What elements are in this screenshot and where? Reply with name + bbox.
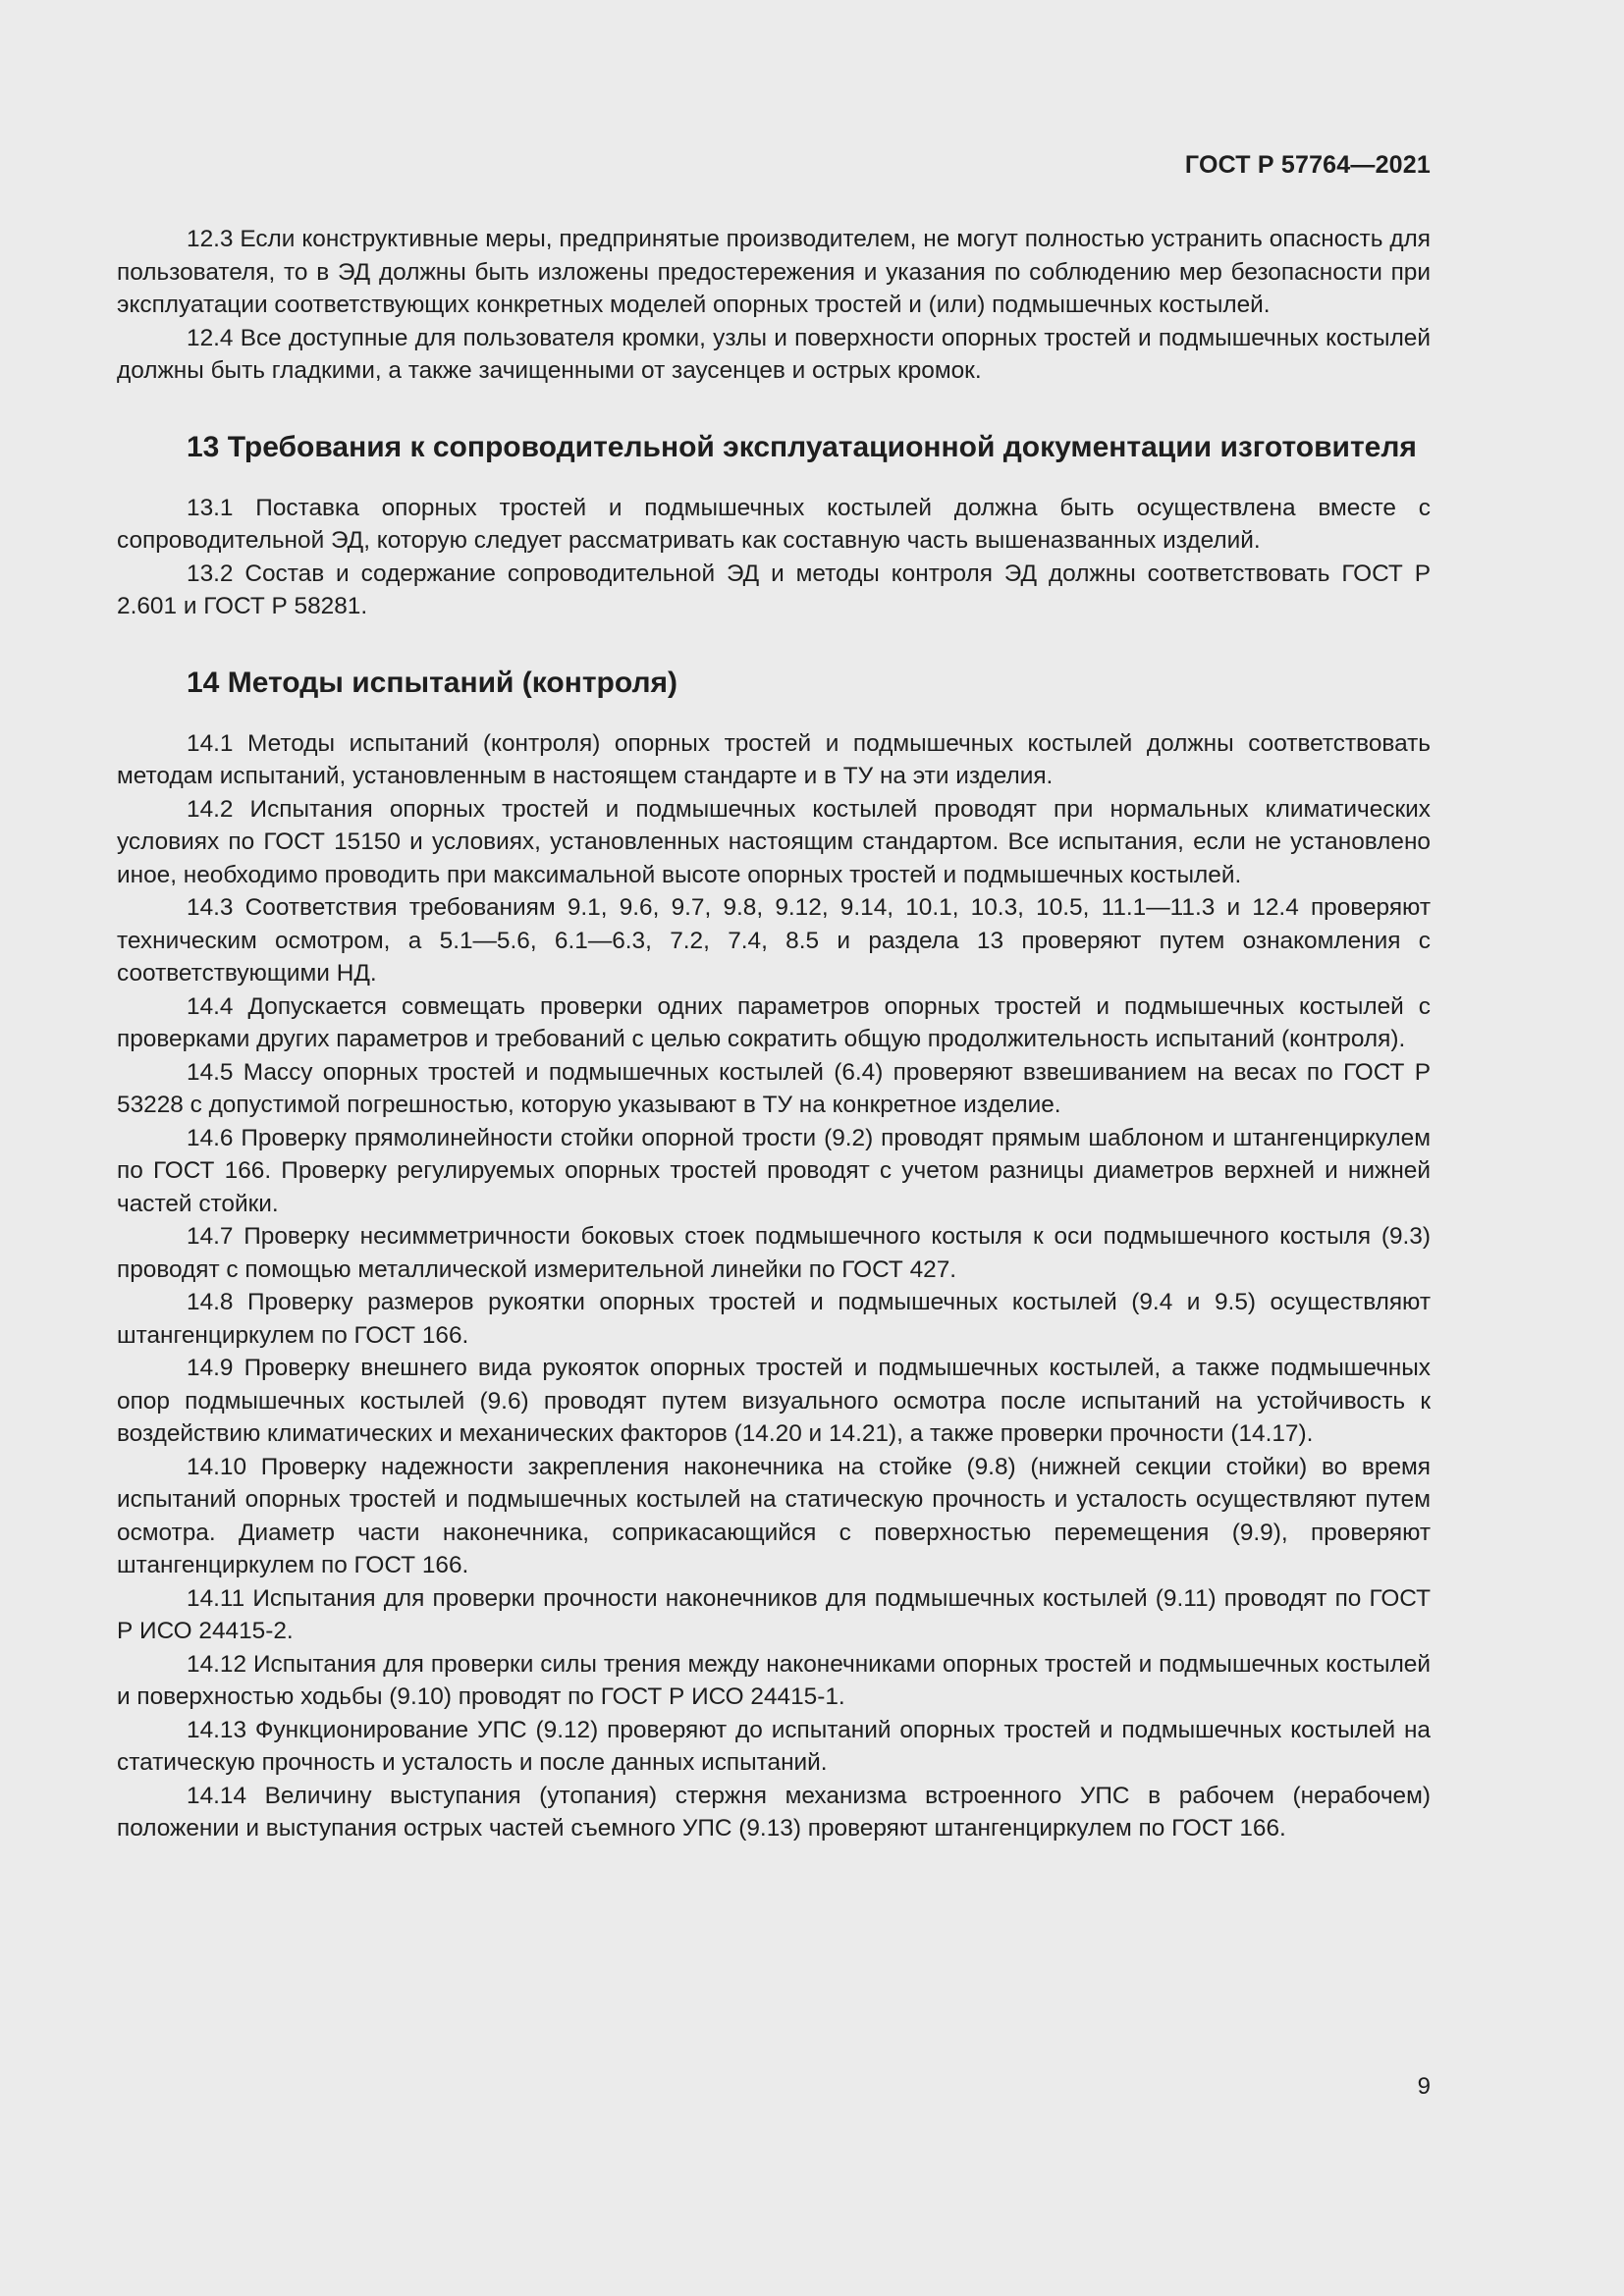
- paragraph-14-4: 14.4 Допускается совмещать проверки одних параметров опорных тростей и подмышечных костылей с проверками других параметров и требований с целью сократить общую продолжительность испытаний (контроля).: [117, 992, 1431, 1052]
- section-14-heading: 14 Методы испытаний (контроля): [187, 666, 677, 699]
- paragraph-14-5: 14.5 Массу опорных тростей и подмышечных костылей (6.4) проверяют взвешиванием на весах по ГОСТ Р 53228 с допустимой погрешностью, которую указывают в ТУ на конкретное изделие.: [117, 1058, 1431, 1118]
- paragraph-14-7: 14.7 Проверку несимметричности боковых стоек подмышечного костыля к оси подмышечного костыля (9.3) проводят с помощью металлической измерительной линейки по ГОСТ 427.: [117, 1223, 1431, 1283]
- spacer: [117, 388, 1431, 429]
- document-code-header: ГОСТ Р 57764—2021: [1184, 151, 1431, 179]
- paragraph-14-12: 14.12 Испытания для проверки силы трения между наконечниками опорных тростей и подмышечных костылей и поверхностью ходьбы (9.10) проводят по ГОСТ Р ИСО 24415-1.: [117, 1650, 1431, 1710]
- paragraph-14-1: 14.1 Методы испытаний (контроля) опорных тростей и подмышечных костылей должны соответствовать методам испытаний, установленным в настоящем стандарте и в ТУ на эти изделия.: [117, 729, 1431, 789]
- paragraph-12-3: 12.3 Если конструктивные меры, предпринятые производителем, не могут полностью устранить опасность для пользователя, то в ЭД должны быть изложены предостережения и указания по соблюдению мер безопасности при эксплуатации соответствующих конкретных моделей опорных тростей и (или) подмышечных костылей.: [117, 226, 1431, 318]
- paragraph-14-13: 14.13 Функционирование УПС (9.12) проверяют до испытаний опорных тростей и подмышечных костылей на статическую прочность и усталость и после данных испытаний.: [117, 1716, 1431, 1776]
- paragraph-14-10: 14.10 Проверку надежности закрепления наконечника на стойке (9.8) (нижней секции стойки) во время испытаний опорных тростей и подмышечных костылей на статическую прочность и усталость осуществляют путем осмотра. Диаметр части наконечника, соприкасающийся с поверхностью перемещения (9.9), проверяют штангенциркулем по ГОСТ 166.: [117, 1453, 1431, 1578]
- section-13-heading: 13 Требования к сопроводительной эксплуатационной документации изготовителя: [187, 430, 1417, 463]
- paragraph-14-6: 14.6 Проверку прямолинейности стойки опорной трости (9.2) проводят прямым шаблоном и штангенциркулем по ГОСТ 166. Проверку регулируемых опорных тростей проводят с учетом разницы диаметров верхней и нижней частей стойки.: [117, 1124, 1431, 1217]
- paragraph-14-3: 14.3 Соответствия требованиям 9.1, 9.6, 9.7, 9.8, 9.12, 9.14, 10.1, 10.3, 10.5, 11.1—11.3 и 12.4 проверяют техническим осмотром, а 5.1—5.6, 6.1—6.3, 7.2, 7.4, 8.5 и раздела 13 проверяют путем ознакомления с соответствующими НД.: [117, 894, 1431, 987]
- spacer: [117, 623, 1431, 665]
- paragraph-14-9: 14.9 Проверку внешнего вида рукояток опорных тростей и подмышечных костылей, а также подмышечных опор подмышечных костылей (9.6) проводят путем визуального осмотра после испытаний на устойчивость к воздействию климатических и механических факторов (14.20 и 14.21), а также проверки прочности (14.17).: [117, 1355, 1431, 1447]
- paragraph-14-11: 14.11 Испытания для проверки прочности наконечников для подмышечных костылей (9.11) проводят по ГОСТ Р ИСО 24415-2.: [117, 1584, 1431, 1644]
- paragraph-14-2: 14.2 Испытания опорных тростей и подмышечных костылей проводят при нормальных климатических условиях по ГОСТ 15150 и условиях, установленных настоящим стандартом. Все испытания, если не установлено иное, необходимо проводить при максимальной высоте опорных тростей и подмышечных костылей.: [117, 795, 1431, 888]
- spacer: [117, 702, 1431, 727]
- document-body: [117, 223, 1431, 1845]
- spacer: [117, 466, 1431, 492]
- paragraph-12-4: 12.4 Все доступные для пользователя кромки, узлы и поверхности опорных тростей и подмышечных костылей должны быть гладкими, а также зачищенными от заусенцев и острых кромок.: [117, 324, 1431, 384]
- paragraph-13-1: 13.1 Поставка опорных тростей и подмышечных костылей должна быть осуществлена вместе с сопроводительной ЭД, которую следует рассматривать как составную часть вышеназванных изделий.: [117, 494, 1431, 554]
- paragraph-13-2: 13.2 Состав и содержание сопроводительной ЭД и методы контроля ЭД должны соответствовать ГОСТ Р 2.601 и ГОСТ Р 58281.: [117, 560, 1431, 619]
- paragraph-14-8: 14.8 Проверку размеров рукоятки опорных тростей и подмышечных костылей (9.4 и 9.5) осуществляют штангенциркулем по ГОСТ 166.: [117, 1289, 1431, 1349]
- paragraph-14-14: 14.14 Величину выступания (утопания) стержня механизма встроенного УПС в рабочем (нерабочем) положении и выступания острых частей съемного УПС (9.13) проверяют штангенциркулем по ГОСТ 166.: [117, 1782, 1431, 1842]
- page-number: 9: [1417, 2073, 1431, 2100]
